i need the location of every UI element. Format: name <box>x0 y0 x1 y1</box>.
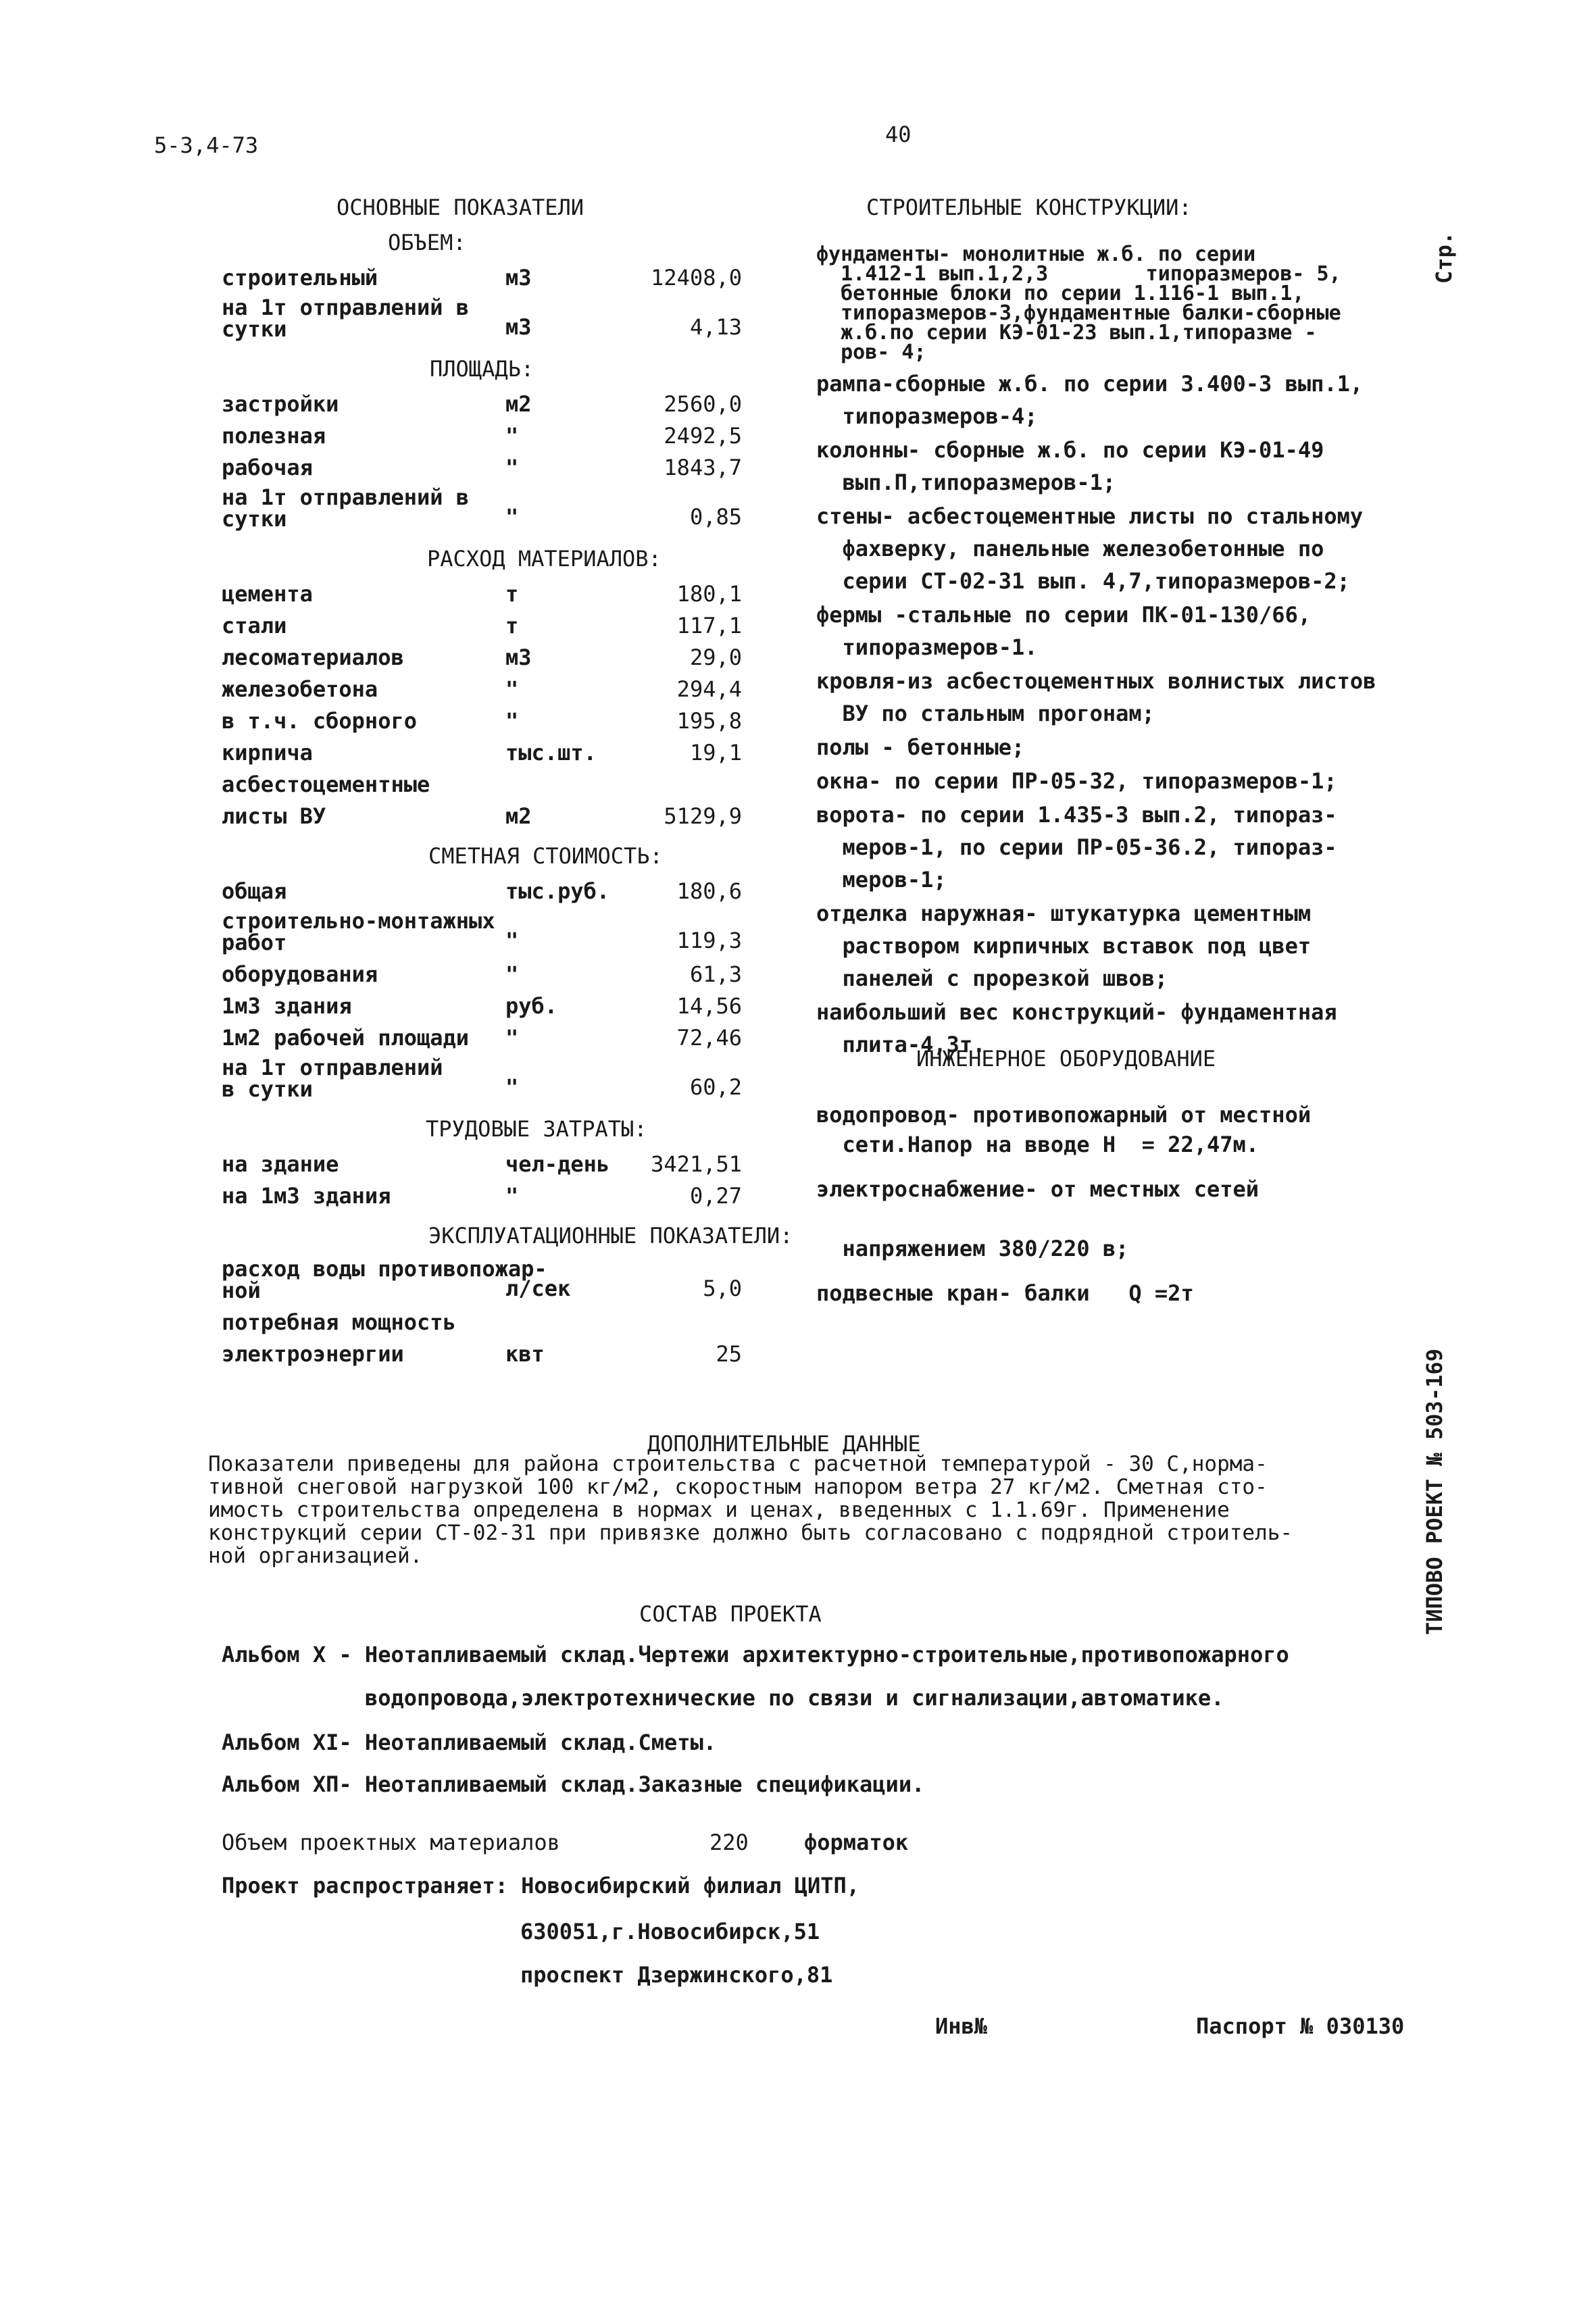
album-line: Альбом XI- Неотапливаемый склад.Сметы. <box>222 1730 717 1755</box>
indicator-name: лесоматериалов <box>222 645 404 670</box>
indicator-row <box>222 581 742 611</box>
indicator-value: 119,3 <box>676 928 742 953</box>
indicator-name: строительный <box>222 265 378 291</box>
section-heading: ОБЪЕМ: <box>388 230 466 255</box>
additional-text: Показатели приведены для района строительства с расчетной температурой - 30 С,норма- тивной снеговой нагрузкой 100 кг/м2, скоростным напором ветра 27 кг/м2. Сметная сто- имость строительства определена в нормах и ценах, введенных с 1.1.69г. Применение конструкций серии СТ-02-31 при привязке должно быть согласовано с подрядной строитель- ной организацией. <box>208 1452 1293 1568</box>
indicator-unit: л/сек <box>505 1276 571 1301</box>
inventory-label: Инв№ <box>935 2013 988 2039</box>
engineering-title: ИНЖЕНЕРНОЕ ОБОРУДОВАНИЕ <box>916 1046 1216 1072</box>
indicator-name: общая <box>222 878 287 904</box>
indicator-row <box>222 1025 742 1055</box>
indicator-name: железобетона <box>222 676 378 702</box>
construction-item: фермы -стальные по серии ПК-01-130/66, типоразмеров-1. <box>816 602 1312 660</box>
volume-label: Объем проектных материалов <box>222 1830 560 1855</box>
indicator-unit: тыс.шт. <box>505 740 597 765</box>
indicator-unit: " <box>505 928 519 953</box>
construction-item: стены- асбестоцементные листы по стальному фахверку, панельные железобетонные по серии СТ-02-31 вып. 4,7,типоразмеров-2; <box>816 503 1364 594</box>
volume-unit: форматок <box>804 1830 909 1855</box>
indicator-row <box>222 645 742 674</box>
left-title: ОСНОВНЫЕ ПОКАЗАТЕЛИ <box>336 195 584 220</box>
indicator-unit: руб. <box>505 993 558 1019</box>
engineering-item: подвесные кран- балки Q =2т <box>816 1280 1194 1306</box>
address-line-2: проспект Дзержинского,81 <box>520 1962 833 1988</box>
indicator-value: 2560,0 <box>664 391 742 417</box>
indicator-unit: " <box>505 504 519 530</box>
construction-item: кровля-из асбестоцементных волнистых листов ВУ по стальным прогонам; <box>816 668 1376 726</box>
construction-item: рампа-сборные ж.б. по серии 3.400-3 вып.1, типоразмеров-4; <box>816 371 1364 429</box>
indicator-row <box>222 772 742 801</box>
indicator-name: стали <box>222 613 287 638</box>
indicator-name: строительно-монтажных работ <box>222 908 495 955</box>
construction-item: ворота- по серии 1.435-3 вып.2, типораз- меров-1, по серии ПР-05-36.2, типораз- меров-1; <box>816 802 1337 892</box>
indicator-value: 1843,7 <box>664 455 742 480</box>
indicator-name: 1м3 здания <box>222 993 352 1019</box>
indicator-unit: " <box>505 676 519 702</box>
indicator-row <box>222 613 742 643</box>
indicator-name: оборудования <box>222 961 378 987</box>
indicator-name: 1м2 рабочей площади <box>222 1025 470 1051</box>
side-page-label: Стр. <box>1431 231 1457 284</box>
indicator-row <box>222 961 742 991</box>
indicator-row <box>222 676 742 706</box>
indicator-unit: " <box>505 1074 519 1100</box>
indicator-unit: м3 <box>505 265 532 291</box>
indicator-row <box>222 1341 742 1371</box>
address-line-1: 630051,г.Новосибирск,51 <box>520 1919 820 1944</box>
construction-item: полы - бетонные; <box>816 734 1025 760</box>
indicator-row <box>222 1055 742 1102</box>
indicator-value: 19,1 <box>689 740 742 765</box>
indicator-row <box>222 423 742 453</box>
section-heading: ПЛОЩАДЬ: <box>430 356 534 382</box>
indicator-name: на 1т отправлений в сутки <box>222 1055 443 1102</box>
indicator-name: потребная мощность <box>222 1309 456 1335</box>
doc-code: 5-3,4-73 <box>154 132 259 158</box>
indicator-value: 60,2 <box>689 1074 742 1100</box>
engineering-item: электроснабжение- от местных сетей напряжением 380/220 в; <box>816 1176 1260 1261</box>
page-number: 40 <box>885 122 912 147</box>
indicator-row <box>222 708 742 738</box>
section-heading: ЭКСПЛУАТАЦИОННЫЕ ПОКАЗАТЕЛИ: <box>428 1223 793 1249</box>
construction-item: колонны- сборные ж.б. по серии КЭ-01-49 вып.П,типоразмеров-1; <box>816 437 1324 495</box>
indicator-row <box>222 484 742 532</box>
indicator-value: 61,3 <box>689 961 742 987</box>
construction-item: окна- по серии ПР-05-32, типоразмеров-1; <box>816 768 1337 794</box>
construction-item: наибольший вес конструкций- фундаментная плита-4,3т. <box>816 999 1337 1057</box>
indicator-value: 2492,5 <box>664 423 742 449</box>
indicator-name: на 1т отправлений в сутки <box>222 484 470 532</box>
album-line: водопровода,электротехнические по связи и сигнализации,автоматике. <box>222 1685 1224 1711</box>
indicator-row <box>222 878 742 908</box>
right-title: СТРОИТЕЛЬНЫЕ КОНСТРУКЦИИ: <box>866 195 1192 220</box>
indicator-name: застройки <box>222 391 339 417</box>
indicator-row <box>222 295 742 342</box>
indicator-row <box>222 1309 742 1339</box>
indicator-name: на здание <box>222 1151 339 1177</box>
indicator-value: 180,6 <box>676 878 742 904</box>
side-project-stamp: ТИПОВО РОЕКТ № 503-169 <box>1422 1349 1447 1635</box>
indicator-unit: т <box>505 613 519 638</box>
indicator-row <box>222 265 742 295</box>
album-line: Альбом ХП- Неотапливаемый склад.Заказные спецификации. <box>222 1771 925 1797</box>
indicator-value: 180,1 <box>676 581 742 607</box>
indicator-name: электроэнергии <box>222 1341 404 1367</box>
indicator-row <box>222 803 742 833</box>
indicator-unit: тыс.руб. <box>505 878 610 904</box>
indicator-value: 14,56 <box>676 993 742 1019</box>
indicator-value: 117,1 <box>676 613 742 638</box>
indicator-value: 3421,51 <box>651 1151 742 1177</box>
indicator-name: асбестоцементные <box>222 772 430 797</box>
indicator-value: 12408,0 <box>651 265 742 291</box>
volume-value: 220 <box>709 1830 749 1855</box>
indicator-unit: " <box>505 423 519 449</box>
indicator-unit: м2 <box>505 803 532 829</box>
indicator-value: 25 <box>716 1341 742 1367</box>
indicator-row <box>222 455 742 484</box>
indicator-name: цемента <box>222 581 313 607</box>
construction-item: фундаменты- монолитные ж.б. по серии 1.412-1 вып.1,2,3 типоразмеров- 5, бетонные блоки по серии 1.116-1 вып.1, типоразмеров-3,фундаментные балки-сборные ж.б.по серии КЭ-01-23 вып.1,типоразме - ров- 4; <box>816 243 1341 364</box>
passport-number: Паспорт № 030130 <box>1196 2013 1405 2039</box>
indicator-unit: " <box>505 961 519 987</box>
indicator-value: 294,4 <box>676 676 742 702</box>
indicator-unit: м3 <box>505 645 532 670</box>
indicator-row <box>222 908 742 955</box>
indicator-unit: " <box>505 708 519 734</box>
indicator-unit: чел-день <box>505 1151 610 1177</box>
indicator-name: расход воды противопожар- ной <box>222 1256 547 1303</box>
indicator-row <box>222 1151 742 1181</box>
indicator-unit: м3 <box>505 314 532 340</box>
indicator-row <box>222 1183 742 1213</box>
indicator-unit: " <box>505 1183 519 1209</box>
indicator-value: 72,46 <box>676 1025 742 1051</box>
composition-title: СОСТАВ ПРОЕКТА <box>639 1601 822 1627</box>
indicator-name: на 1м3 здания <box>222 1183 391 1209</box>
indicator-row <box>222 391 742 421</box>
indicator-value: 29,0 <box>689 645 742 670</box>
construction-item: отделка наружная- штукатурка цементным раствором кирпичных вставок под цвет панелей с прорезкой швов; <box>816 901 1312 991</box>
section-heading: РАСХОД МАТЕРИАЛОВ: <box>427 546 662 572</box>
engineering-item: водопровод- противопожарный от местной сети.Напор на вводе Н = 22,47м. <box>816 1102 1312 1157</box>
indicator-unit: " <box>505 1025 519 1051</box>
indicator-unit: м2 <box>505 391 532 417</box>
indicator-row <box>222 740 742 770</box>
indicator-row <box>222 993 742 1023</box>
album-line: Альбом Х - Неотапливаемый склад.Чертежи архитектурно-строительные,противопожарного <box>222 1642 1289 1667</box>
indicator-value: 0,85 <box>689 504 742 530</box>
indicator-name: кирпича <box>222 740 313 765</box>
additional-title: ДОПОЛНИТЕЛЬНЫЕ ДАННЫЕ <box>647 1431 921 1457</box>
indicator-name: рабочая <box>222 455 313 480</box>
indicator-row <box>222 1256 742 1303</box>
indicator-name: полезная <box>222 423 326 449</box>
indicator-name: в т.ч. сборного <box>222 708 417 734</box>
indicator-value: 5,0 <box>703 1276 742 1301</box>
section-heading: ТРУДОВЫЕ ЗАТРАТЫ: <box>426 1116 647 1142</box>
indicator-value: 5129,9 <box>664 803 742 829</box>
indicator-value: 4,13 <box>689 314 742 340</box>
indicator-name: на 1т отправлений в сутки <box>222 295 470 342</box>
indicator-value: 195,8 <box>676 708 742 734</box>
distributor: Проект распространяет: Новосибирский филиал ЦИТП, <box>222 1873 860 1898</box>
indicator-unit: квт <box>505 1341 545 1367</box>
indicator-name: листы ВУ <box>222 803 326 829</box>
section-heading: СМЕТНАЯ СТОИМОСТЬ: <box>428 843 663 869</box>
indicator-value: 0,27 <box>689 1183 742 1209</box>
indicator-unit: " <box>505 455 519 480</box>
indicator-unit: т <box>505 581 519 607</box>
